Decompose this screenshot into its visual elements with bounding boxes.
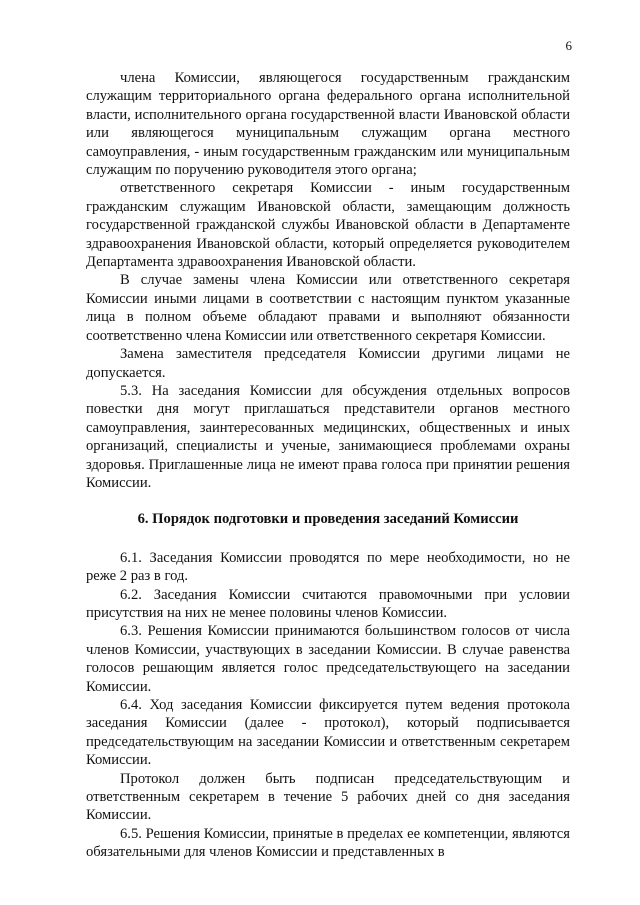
section-heading: 6. Порядок подготовки и проведения заседаний Комиссии [137,511,519,528]
paragraph-deputy-replacement: Замена заместителя председателя Комиссии другими лицами не допускается. [86,346,570,381]
paragraph-6-1: 6.1. Заседания Комиссии проводятся по мере необходимости, но не реже 2 раз в год. [86,549,570,585]
paragraph-5-3: 5.3. На заседания Комиссии для обсуждения отдельных вопросов повестки дня могут приглашаться представители органов местного самоуправления, заинтересованных медицинских, общественных и иных организаций, специалисты и ученые, занимающиеся проблемами охраны здоровья. Приглашенные лица не имеют права голоса при принятии решения Комиссии. [86,382,570,491]
paragraph-6-2: 6.2. Заседания Комиссии считаются правомочными при условии присутствия на них не менее половины членов Комиссии. [86,586,570,621]
paragraph-6-5: 6.5. Решения Комиссии, принятые в пределах ее компетенции, являются обязательными для членов Комиссии и представленных в [86,825,570,861]
paragraph-member-replacement: члена Комиссии, являющегося государственным гражданским служащим территориального органа федерального органа исполнительной власти, исполнительного органа государственной власти Ивановской области или являющегося муниципальным служащим органа местного самоуправления, - иным государственным гражданским или муниципальным служащим по поручению руководителя этого органа; [86,70,570,179]
paragraph-replacement-rights: В случае замены члена Комиссии или ответственного секретаря Комиссии иными лицами в соответствии с настоящим пунктом указанные лица в полном объеме обладают правами и выполняют обязанности соответственно члена Комиссии или ответственного секретаря Комиссии. [86,272,570,344]
paragraph-protocol-signing: Протокол должен быть подписан председательствующим и ответственным секретарем в течение 5 рабочих дней со дня заседания Комиссии. [86,770,570,824]
document-body [86,69,570,862]
page-number: 6 [565,38,572,53]
paragraph-6-4: 6.4. Ход заседания Комиссии фиксируется путем ведения протокола заседания Комиссии (далее - протокол), который подписывается председательствующим на заседании Комиссии и ответственным секретарем Комиссии. [86,697,570,769]
paragraph-6-3: 6.3. Решения Комиссии принимаются большинством голосов от числа членов Комиссии, участвующих в заседании Комиссии. В случае равенства голосов решающим является голос председательствующего на заседании Комиссии. [86,623,570,695]
paragraph-secretary-replacement: ответственного секретаря Комиссии - иным государственным гражданским служащим Ивановской области, замещающим должность государственной гражданской службы Ивановской области в Департаменте здравоохранения Ивановской области, который определяется руководителем Департамента здравоохранения Ивановской области. [86,180,570,271]
